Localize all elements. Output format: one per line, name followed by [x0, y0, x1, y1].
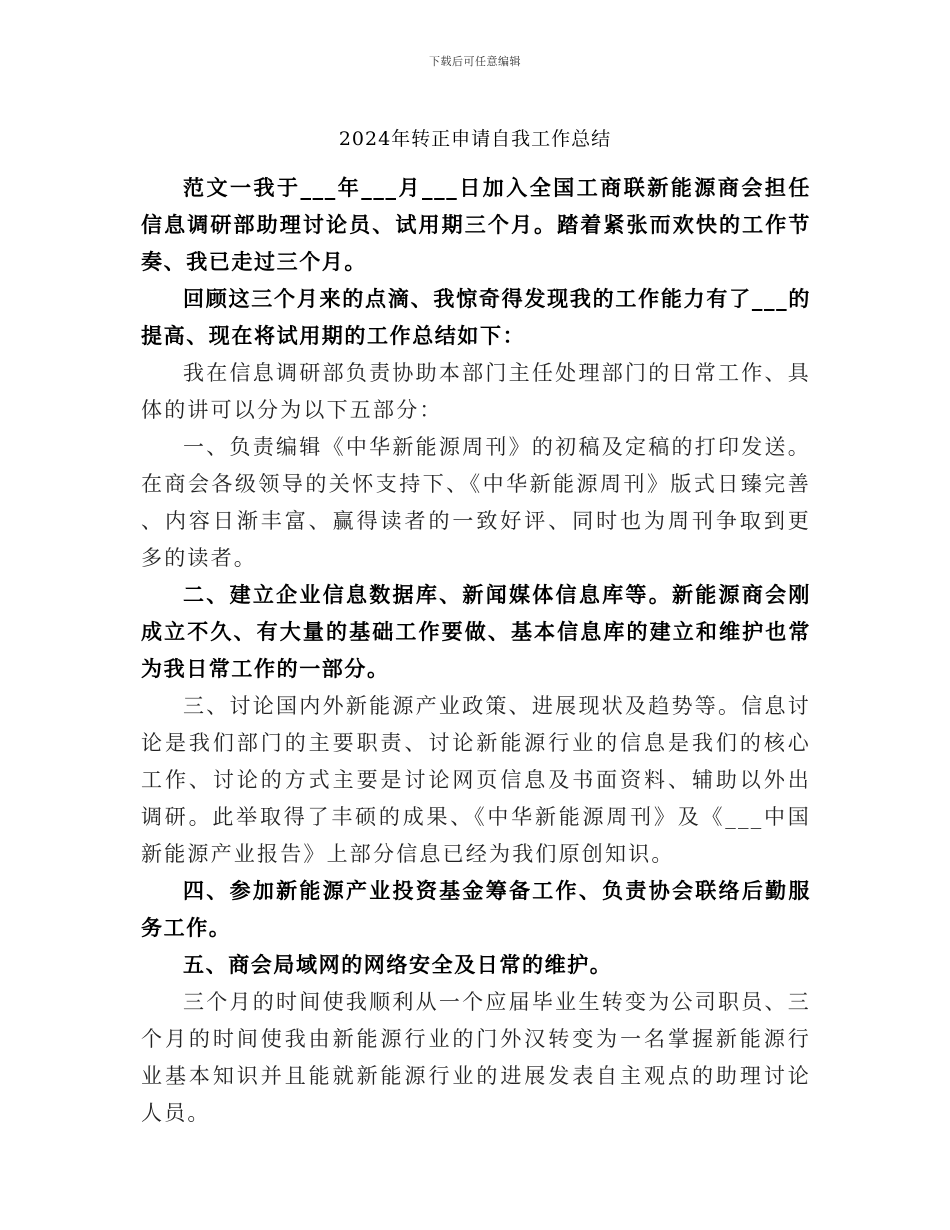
paragraph-item-1: 一、负责编辑《中华新能源周刊》的初稿及定稿的打印发送。在商会各级领导的关怀支持下、《中华新能源周刊》版式日臻完善、内容日渐丰富、赢得读者的一致好评、同时也为周刊争取到更多的读者。: [141, 435, 811, 570]
paragraph-review: 回顾这三个月来的点滴、我惊奇得发现我的工作能力有了___的提高、现在将试用期的工作总结如下：: [141, 287, 811, 348]
paragraph-item-2: 二、建立企业信息数据库、新闻媒体信息库等。新能源商会刚成立不久、有大量的基础工作要做、基本信息库的建立和维护也常为我日常工作的一部分。: [141, 583, 811, 681]
paragraph-item-4: 四、参加新能源产业投资基金筹备工作、负责协会联络后勤服务工作。: [141, 879, 811, 940]
paragraph-conclusion: 三个月的时间使我顺利从一个应届毕业生转变为公司职员、三个月的时间使我由新能源行业的门外汉转变为一名掌握新能源行业基本知识并且能就新能源行业的进展发表自主观点的助理讨论人员。: [141, 990, 811, 1125]
document-title: 2024年转正申请自我工作总结: [338, 128, 612, 150]
document-body: [141, 170, 811, 1132]
paragraph-item-5: 五、商会局域网的网络安全及日常的维护。: [183, 953, 613, 977]
paragraph-intro: 范文一我于___年___月___日加入全国工商联新能源商会担任信息调研部助理讨论员、试用期三个月。踏着紧张而欢快的工作节奏、我已走过三个月。: [141, 176, 811, 274]
paragraph-item-3: 三、讨论国内外新能源产业政策、进展现状及趋势等。信息讨论是我们部门的主要职责、讨论新能源行业的信息是我们的核心工作、讨论的方式主要是讨论网页信息及书面资料、辅助以外出调研。此举取得了丰硕的成果、《中华新能源周刊》及《___中国新能源产业报告》上部分信息已经为我们原创知识。: [141, 694, 811, 866]
paragraph-duties: 我在信息调研部负责协助本部门主任处理部门的日常工作、具体的讲可以分为以下五部分：: [141, 361, 811, 422]
header-note: 下载后可任意编辑: [429, 55, 521, 68]
